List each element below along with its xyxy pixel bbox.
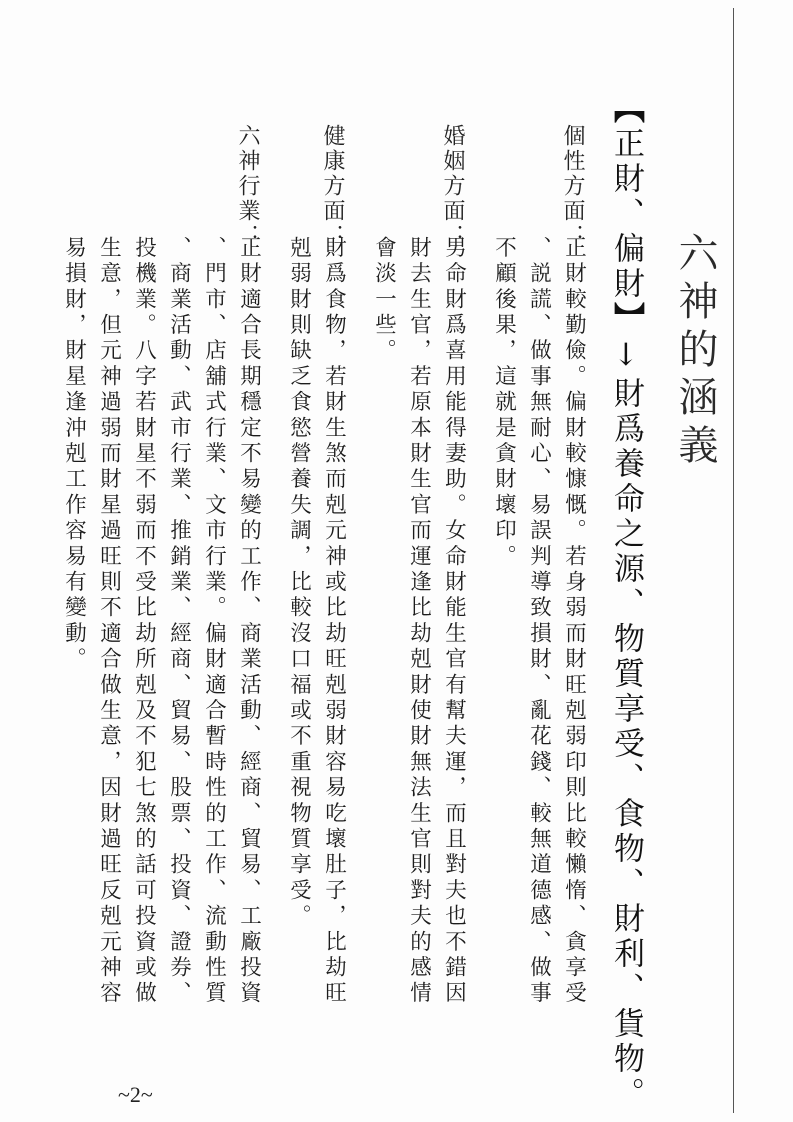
section-label-health: 健康方面： (320, 124, 345, 249)
heading-text: 財爲養命之源、物質享受、食物、財利、貨物。 (608, 377, 644, 1112)
text-line: 財爲食物，若財生煞而剋元神或比劫旺剋弱財容易吃壞肚子，比劫旺 (321, 236, 347, 1007)
page-number: ~2~ (118, 1082, 153, 1107)
page-title: 六神的涵義 (672, 232, 718, 472)
text-line: 、門市、店舖式行業、文市行業。偏財適合暫時性的工作、流動性質 (201, 236, 227, 1007)
text-line: 投機業。八字若財星不弱而不受比劫所剋及不犯七煞的話可投資或做 (131, 236, 157, 1007)
text-line: 不顧後果，這就是貪財壞印。 (491, 236, 517, 571)
text-line: 剋弱財則缺乏食慾營養失調，比較沒口福或不重視物質享受。 (286, 236, 312, 930)
section-label-occupation: 六神行業： (235, 124, 260, 249)
heading-bracket-close: 】 (608, 302, 644, 337)
text-line: 生意，但元神過弱而財星過旺則不適合做生意，因財過旺反剋元神容 (96, 236, 122, 1007)
text-line: 正財較勤儉。偏財較慷慨。若身弱而財旺剋弱印則比較懶惰、貪享受 (561, 236, 587, 1007)
text-line: 、説謊、做事無耐心、易誤判導致損財、亂花錢、較無道德感、做事 (526, 236, 552, 1007)
text-line: 財去生官，若原本財生官而運逢比劫剋財使財無法生官則對夫的感情 (406, 236, 432, 1007)
section-label-personality: 個性方面： (560, 124, 585, 249)
margin-rule (733, 8, 734, 1113)
section-heading (608, 92, 644, 1112)
arrow-down-icon: ↓ (608, 337, 644, 377)
heading-term: 正財、偏財 (608, 127, 644, 302)
heading-bracket-open: 【 (608, 92, 644, 127)
section-label-marriage: 婚姻方面： (440, 124, 465, 249)
text-line: 男命財爲喜用能得妻助。女命財能生官有幫夫運，而且對夫也不錯因 (441, 236, 467, 1007)
text-line: 會淡一些。 (371, 236, 397, 365)
text-line: 易損財，財星逢沖剋工作容易有變動。 (61, 236, 87, 673)
text-line: 正財適合長期穩定不易變的工作、商業活動、經商、貿易、工廠投資 (236, 236, 262, 1007)
text-line: 、商業活動、武市行業、推銷業、經商、貿易、股票、投資、證券、 (166, 236, 192, 1007)
